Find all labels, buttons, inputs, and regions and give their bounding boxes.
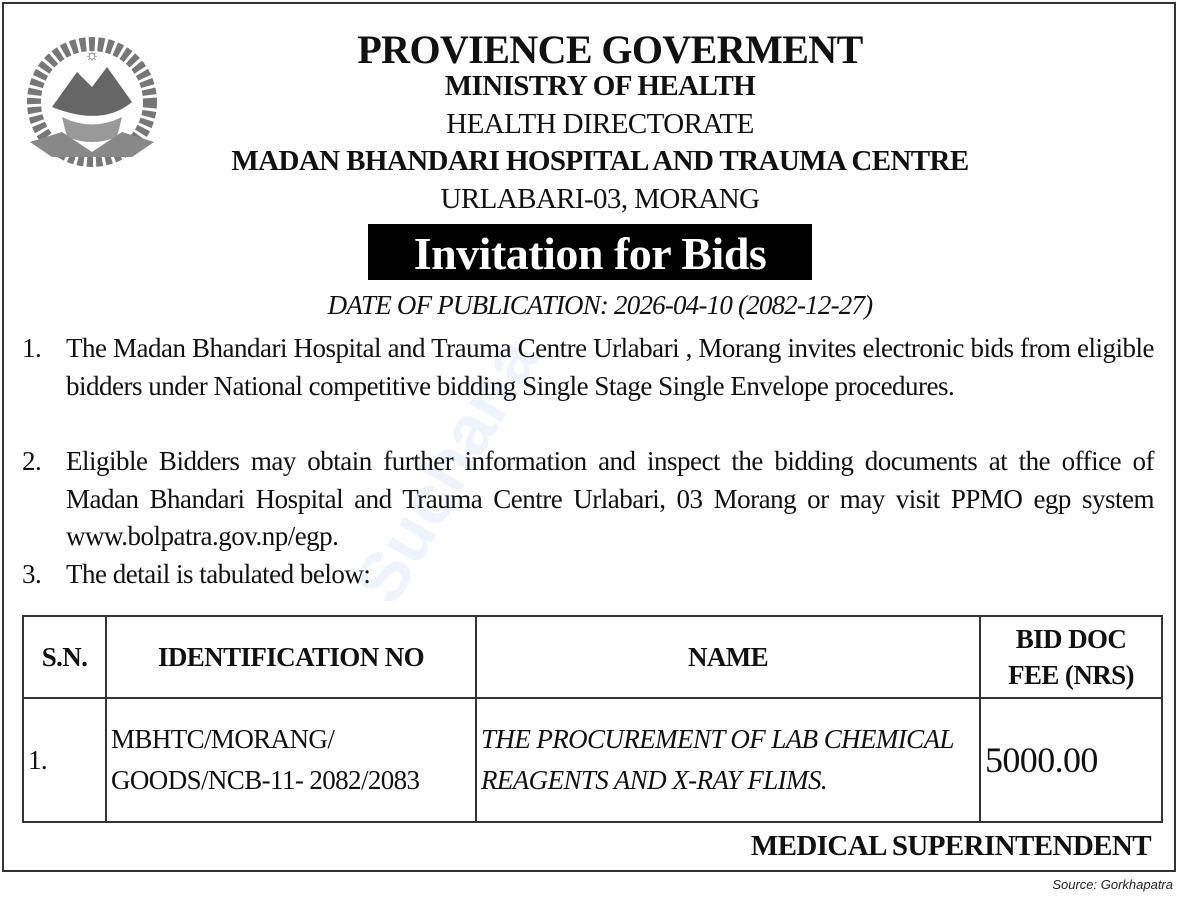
cell-name: THE PROCUREMENT OF LAB CHEMICAL REAGENTS AND X-RAY FLIMS.: [476, 698, 980, 822]
header-identification: IDENTIFICATION NO: [106, 616, 476, 698]
bid-table: [22, 615, 1163, 823]
header-sn: S.N.: [23, 616, 106, 698]
publication-date: DATE OF PUBLICATION: 2026-04-10 (2082-12-27): [327, 290, 873, 320]
ministry-heading: MINISTRY OF HEALTH: [444, 70, 756, 102]
table-row: [23, 698, 1162, 822]
cell-fee: 5000.00: [980, 698, 1162, 822]
paragraph-number: 1.: [22, 333, 42, 363]
cell-sn: 1.: [23, 698, 106, 822]
paragraph-3: [22, 556, 1154, 594]
header-name: NAME: [476, 616, 980, 698]
cell-identification: MBHTC/MORANG/ GOODS/NCB-11- 2082/2083: [106, 698, 476, 822]
hospital-heading: MADAN BHANDARI HOSPITAL AND TRAUMA CENTRE: [231, 145, 969, 177]
paragraph-2: [22, 443, 1154, 556]
directorate-heading: HEALTH DIRECTORATE: [446, 108, 754, 140]
paragraph-1: [22, 330, 1154, 405]
paragraph-text: The Madan Bhandari Hospital and Trauma Centre Urlabari , Morang invites electronic bids from eligible bidders under National competitive bidding Single Stage Single Envelope procedures.: [66, 333, 1154, 401]
government-heading: PROVIENCE GOVERMENT: [357, 27, 863, 72]
svg-text:☼: ☼: [84, 47, 100, 64]
table-header-row: [23, 616, 1162, 698]
header-fee: BID DOC FEE (NRS): [980, 616, 1162, 698]
nepal-emblem-icon: [22, 32, 162, 172]
paragraph-number: 3.: [22, 559, 42, 589]
signatory: MEDICAL SUPERINTENDENT: [750, 830, 1151, 862]
watermark: Suchana: [339, 324, 553, 616]
paragraph-number: 2.: [22, 446, 42, 476]
paragraph-text: The detail is tabulated below:: [66, 559, 371, 589]
notice-title: Invitation for Bids: [368, 224, 812, 280]
source-credit: Source: Gorkhapatra: [1052, 877, 1173, 892]
paragraph-text: Eligible Bidders may obtain further information and inspect the bidding documents at the office of Madan Bhandari Hospital and Trauma Centre Urlabari, 03 Morang or may visit PPMO egp system www.bolpatra.gov.np/egp.: [66, 446, 1154, 551]
address-heading: URLABARI-03, MORANG: [440, 183, 760, 215]
